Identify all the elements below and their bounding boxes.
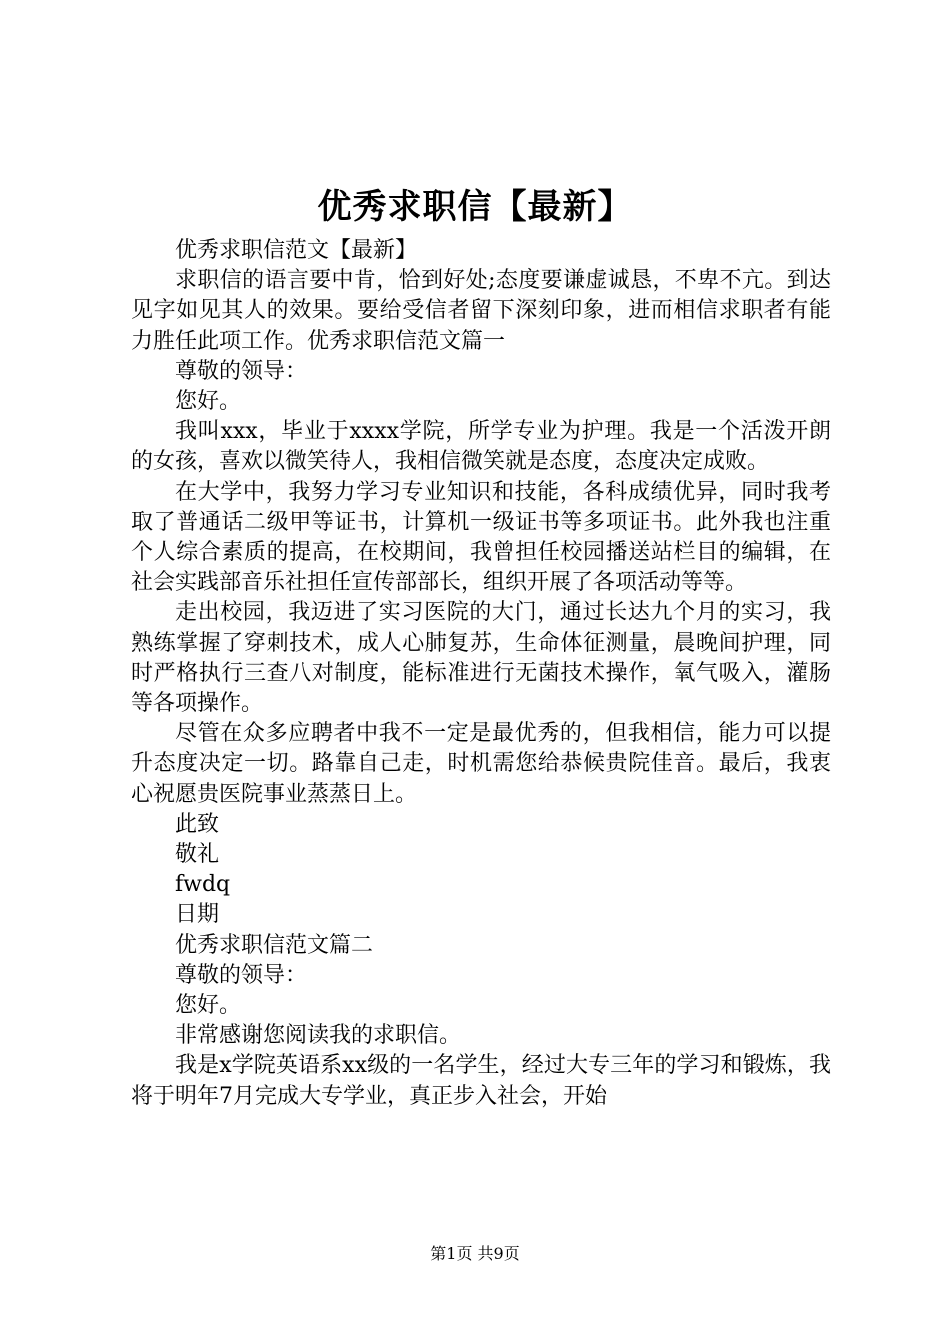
- paragraph: 优秀求职信范文【最新】: [175, 238, 418, 263]
- paragraph: 优秀求职信范文篇二: [175, 932, 374, 958]
- paragraph: 此致: [175, 811, 220, 837]
- paragraph: 尊敬的领导：: [175, 358, 308, 384]
- paragraph: 尊敬的领导：: [175, 962, 308, 988]
- paragraph: 我是x学院英语系xx级的一名学生，经过大专三年的学习和锻炼，我将于明年7月完成大专学业，真正步入社会，开始: [131, 1053, 831, 1109]
- paragraph: 您好。: [175, 389, 242, 415]
- document-title: 优秀求职信【最新】: [317, 187, 633, 227]
- paragraph: 走出校园，我迈进了实习医院的大门，通过长达九个月的实习，我熟练掌握了穿刺技术，成人心肺复苏，生命体征测量，晨晚间护理，同时严格执行三查八对制度，能标准进行无菌技术操作，氧气吸入，灌肠等各项操作。: [131, 600, 831, 717]
- page-footer: 第1页 共9页: [430, 1244, 520, 1263]
- paragraph: 非常感谢您阅读我的求职信。: [175, 1023, 462, 1049]
- paragraph: 敬礼: [175, 842, 220, 868]
- paragraph: 日期: [175, 902, 220, 928]
- paragraph: 在大学中，我努力学习专业知识和技能，各科成绩优异，同时我考取了普通话二级甲等证书，计算机一级证书等多项证书。此外我也注重个人综合素质的提高，在校期间，我曾担任校园播送站栏目的编辑，在社会实践部音乐社担任宣传部部长，组织开展了各项活动等等。: [131, 479, 831, 596]
- document-body: [131, 236, 831, 1112]
- paragraph: 我叫xxx，毕业于xxxx学院，所学专业为护理。我是一个活泼开朗的女孩，喜欢以微笑待人，我相信微笑就是态度，态度决定成败。: [131, 419, 831, 475]
- paragraph: fwdq: [175, 872, 231, 898]
- paragraph: 您好。: [175, 993, 242, 1019]
- paragraph: 求职信的语言要中肯，恰到好处;态度要谦虚诚恳，不卑不亢。到达见字如见其人的效果。要给受信者留下深刻印象，进而相信求职者有能力胜任此项工作。优秀求职信范文篇一: [131, 268, 831, 354]
- paragraph: 尽管在众多应聘者中我不一定是最优秀的，但我相信，能力可以提升态度决定一切。路靠自己走，时机需您给恭候贵院佳音。最后，我衷心祝愿贵医院事业蒸蒸日上。: [131, 721, 831, 807]
